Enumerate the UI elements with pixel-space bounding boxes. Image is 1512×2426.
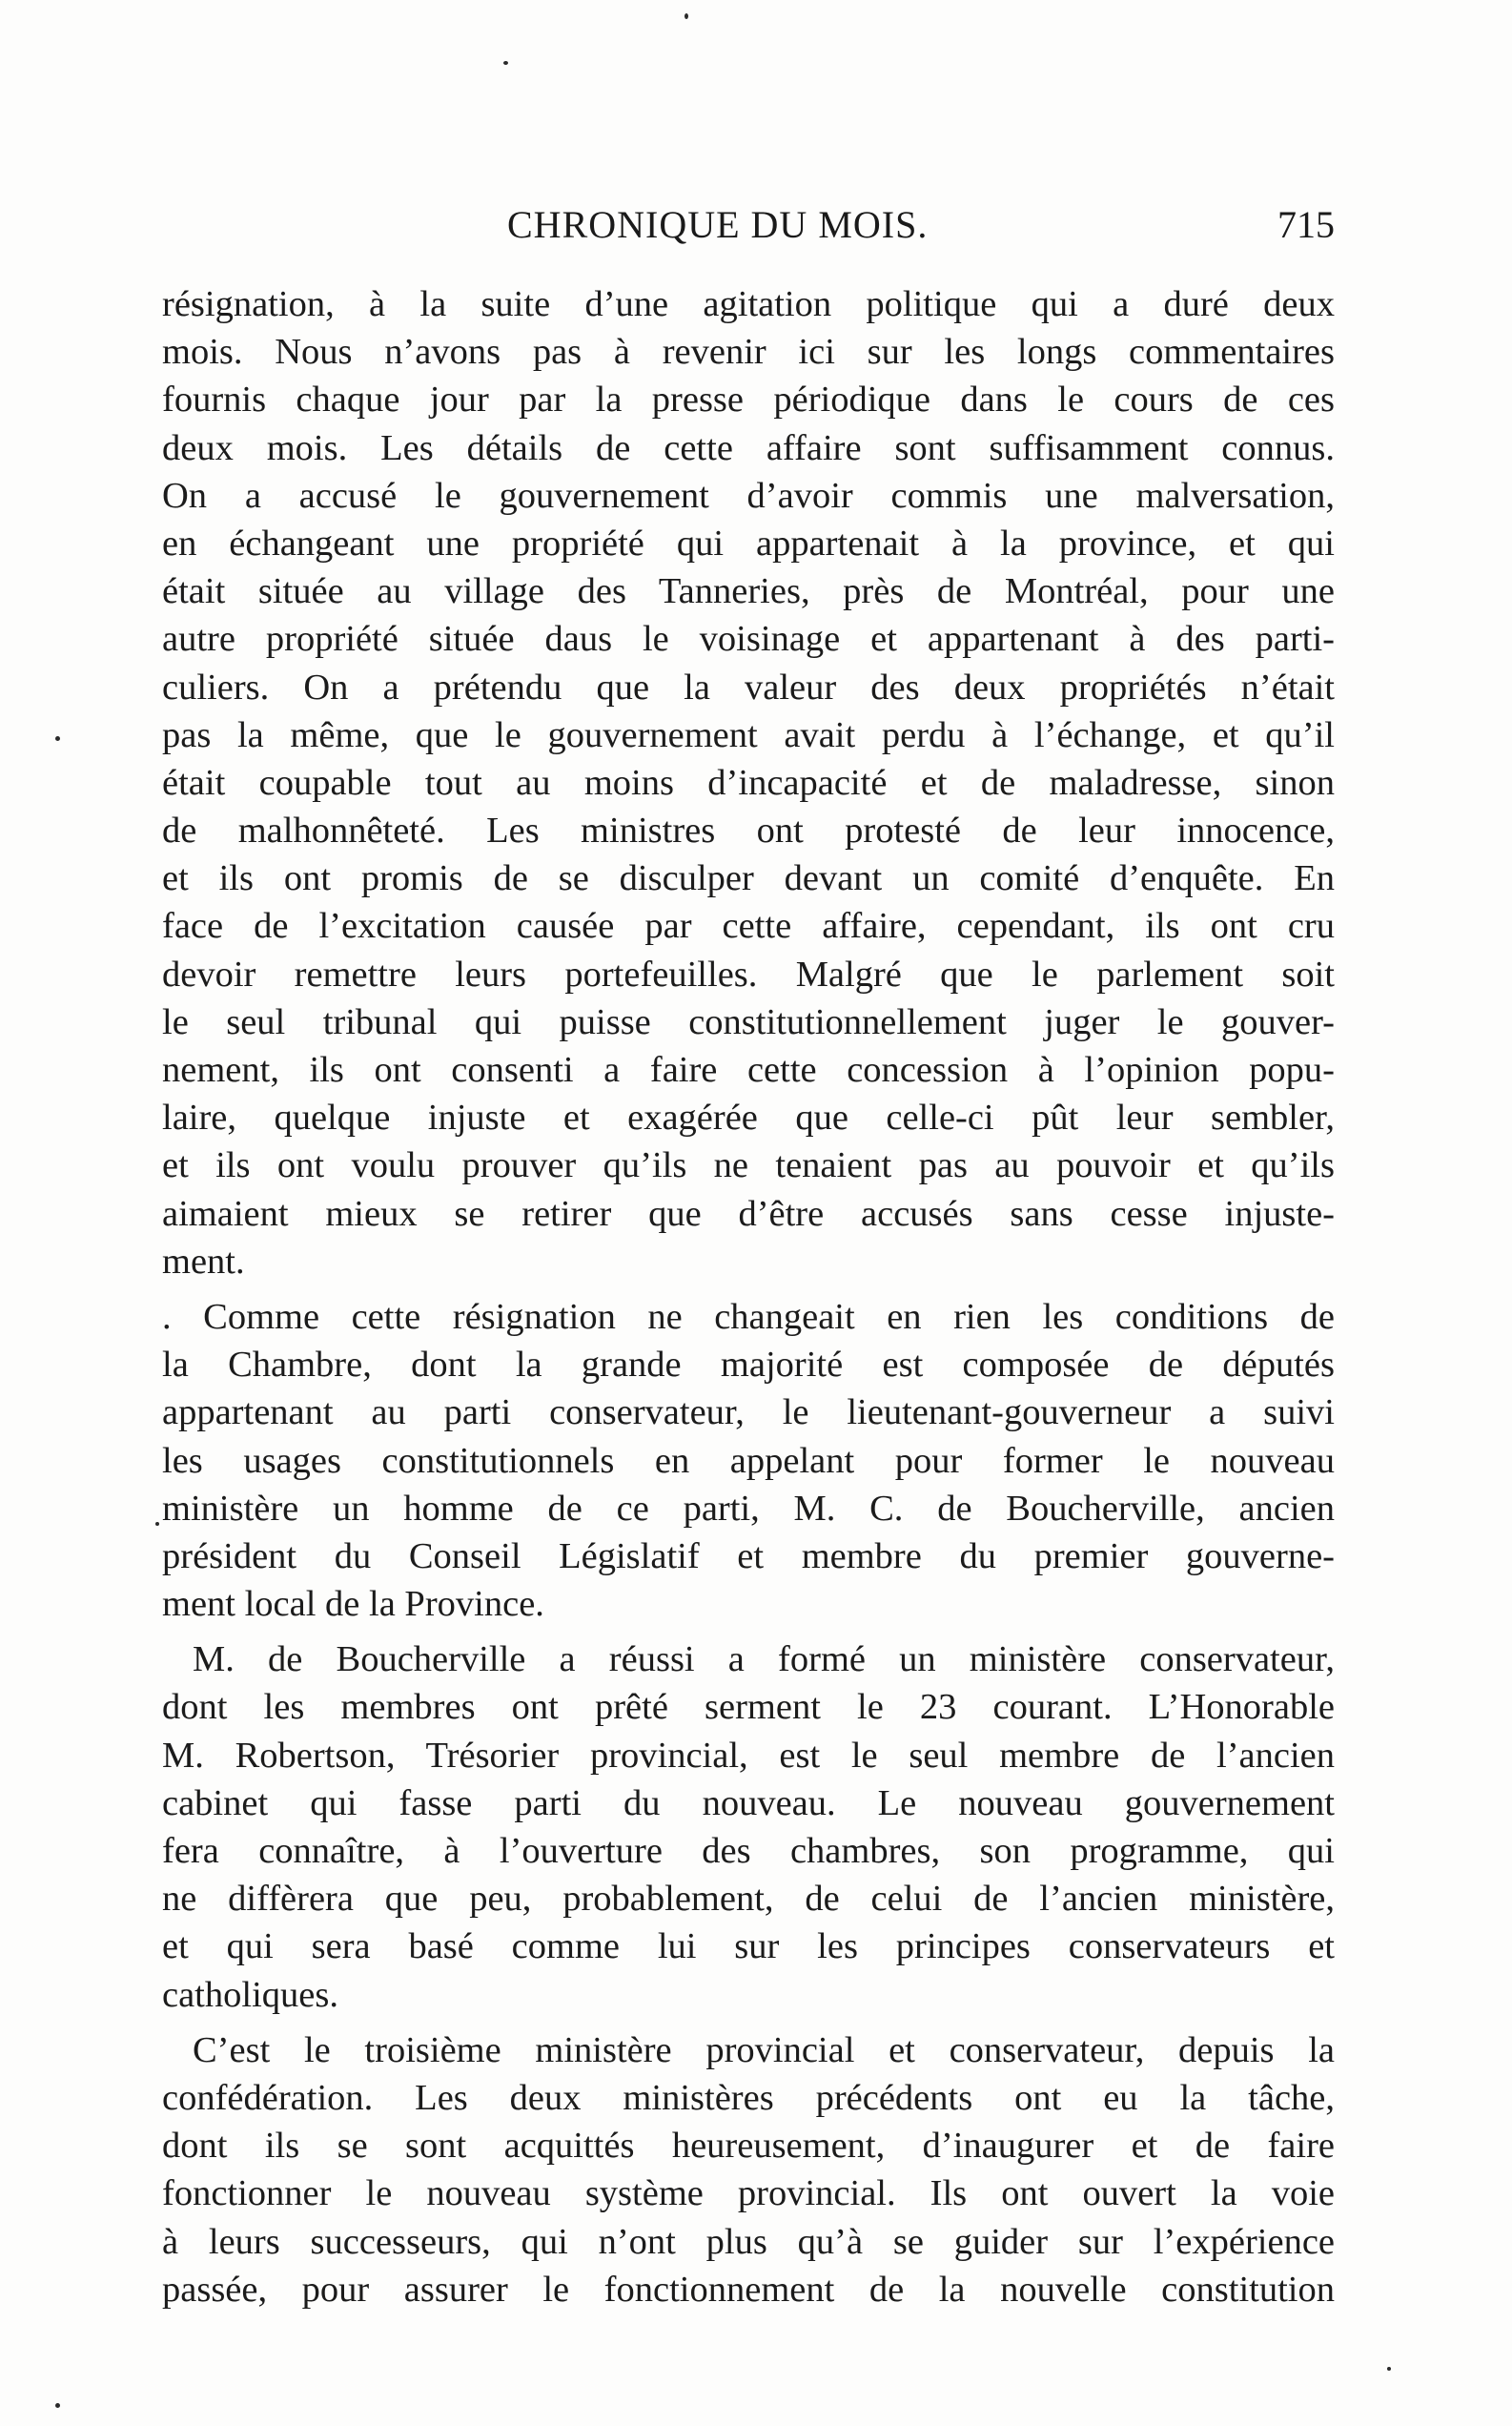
print-speck	[684, 13, 688, 19]
text-line: devoir remettre leurs portefeuilles. Malgré que le parlement soit	[162, 954, 1335, 995]
print-speck	[1387, 2367, 1391, 2371]
text-line: pas la même, que le gouvernement avait perdu à l’échange, et qu’il	[162, 714, 1335, 755]
text-line: président du Conseil Législatif et membre du premier gouverne-	[162, 1535, 1335, 1576]
text-line: de malhonnêteté. Les ministres ont protesté de leur innocence,	[162, 811, 1335, 852]
text-line: à leurs successeurs, qui n’ont plus qu’à se guider sur l’expérience	[162, 2221, 1335, 2262]
text-line: face de l’excitation causée par cette affaire, cependant, ils ont cru	[162, 906, 1335, 947]
text-line: mois. Nous n’avons pas à revenir ici sur les longs commentaires	[162, 332, 1335, 373]
text-line: passée, pour assurer le fonctionnement de la nouvelle constitution	[162, 2269, 1335, 2310]
text-line: dont ils se sont acquittés heureusement, d’inaugurer et de faire	[162, 2126, 1335, 2167]
text-line: fournis chaque jour par la presse périodique dans le cours de ces	[162, 380, 1335, 421]
paragraph-continuation	[162, 280, 1335, 1285]
text-line: ment local de la Province.	[162, 1584, 544, 1625]
text-line: appartenant au parti conservateur, le lieutenant-gouverneur a suivi	[162, 1392, 1335, 1433]
text-line: cabinet qui fasse parti du nouveau. Le nouveau gouvernement	[162, 1782, 1335, 1823]
text-line: aimaient mieux se retirer que d’être accusés sans cesse injuste-	[162, 1193, 1335, 1234]
text-line: ne diffèrera que peu, probablement, de celui de l’ancien ministère,	[162, 1879, 1335, 1920]
text-line: laire, quelque injuste et exagérée que celle-ci pût leur sembler,	[162, 1098, 1335, 1139]
text-line: M. de Boucherville a réussi a formé un ministère conservateur,	[193, 1639, 1335, 1680]
paragraph	[162, 1635, 1335, 2019]
text-line: résignation, à la suite d’une agitation politique qui a duré deux	[162, 284, 1335, 324]
text-line: autre propriété située daus le voisinage et appartenant à des parti-	[162, 619, 1335, 660]
paragraph	[162, 2026, 1335, 2313]
text-line: les usages constitutionnels en appelant pour former le nouveau	[162, 1440, 1335, 1481]
text-line: M. Robertson, Trésorier provincial, est le seul membre de l’ancien	[162, 1735, 1335, 1776]
text-line: . Comme cette résignation ne changeait en rien les conditions de	[162, 1296, 1335, 1337]
text-line: le seul tribunal qui puisse constitutionnellement juger le gouver-	[162, 1001, 1335, 1042]
text-line: nement, ils ont consenti a faire cette concession à l’opinion popu-	[162, 1050, 1335, 1090]
text-line: et ils ont voulu prouver qu’ils ne tenaient pas au pouvoir et qu’ils	[162, 1145, 1335, 1186]
text-line: ment.	[162, 1241, 245, 1282]
paragraph	[162, 1293, 1335, 1628]
text-line: culiers. On a prétendu que la valeur des deux propriétés n’était	[162, 667, 1335, 708]
text-line: C’est le troisième ministère provincial et conservateur, depuis la	[193, 2029, 1335, 2070]
text-line: et ils ont promis de se disculper devant un comité d’enquête. En	[162, 858, 1335, 899]
print-speck	[503, 61, 508, 65]
text-line: et qui sera basé comme lui sur les principes conservateurs et	[162, 1926, 1335, 1967]
text-line: ministère un homme de ce parti, M. C. de Boucherville, ancien	[162, 1488, 1335, 1529]
text-line: deux mois. Les détails de cette affaire sont suffisamment connus.	[162, 427, 1335, 468]
running-title: CHRONIQUE DU MOIS.	[507, 203, 929, 246]
text-line: la Chambre, dont la grande majorité est composée de députés	[162, 1345, 1335, 1386]
text-line: fera connaître, à l’ouverture des chambres, son programme, qui	[162, 1831, 1335, 1871]
text-line: était coupable tout au moins d’incapacité et de maladresse, sinon	[162, 762, 1335, 803]
text-line: confédération. Les deux ministères précédents ont eu la tâche,	[162, 2077, 1335, 2118]
print-speck	[55, 736, 60, 741]
body-text	[162, 280, 1335, 2321]
text-line: catholiques.	[162, 1974, 338, 2015]
text-line: était située au village des Tanneries, près de Montréal, pour une	[162, 571, 1335, 612]
text-line: en échangeant une propriété qui appartenait à la province, et qui	[162, 523, 1335, 564]
text-line: On a accusé le gouvernement d’avoir commis une malversation,	[162, 475, 1335, 516]
text-line: dont les membres ont prêté serment le 23 courant. L’Honorable	[162, 1687, 1335, 1728]
print-speck	[155, 1522, 159, 1526]
text-line: fonctionner le nouveau système provincial. Ils ont ouvert la voie	[162, 2173, 1335, 2214]
running-head	[162, 202, 1335, 259]
print-speck	[55, 2403, 60, 2408]
page-number: 715	[1277, 203, 1335, 246]
